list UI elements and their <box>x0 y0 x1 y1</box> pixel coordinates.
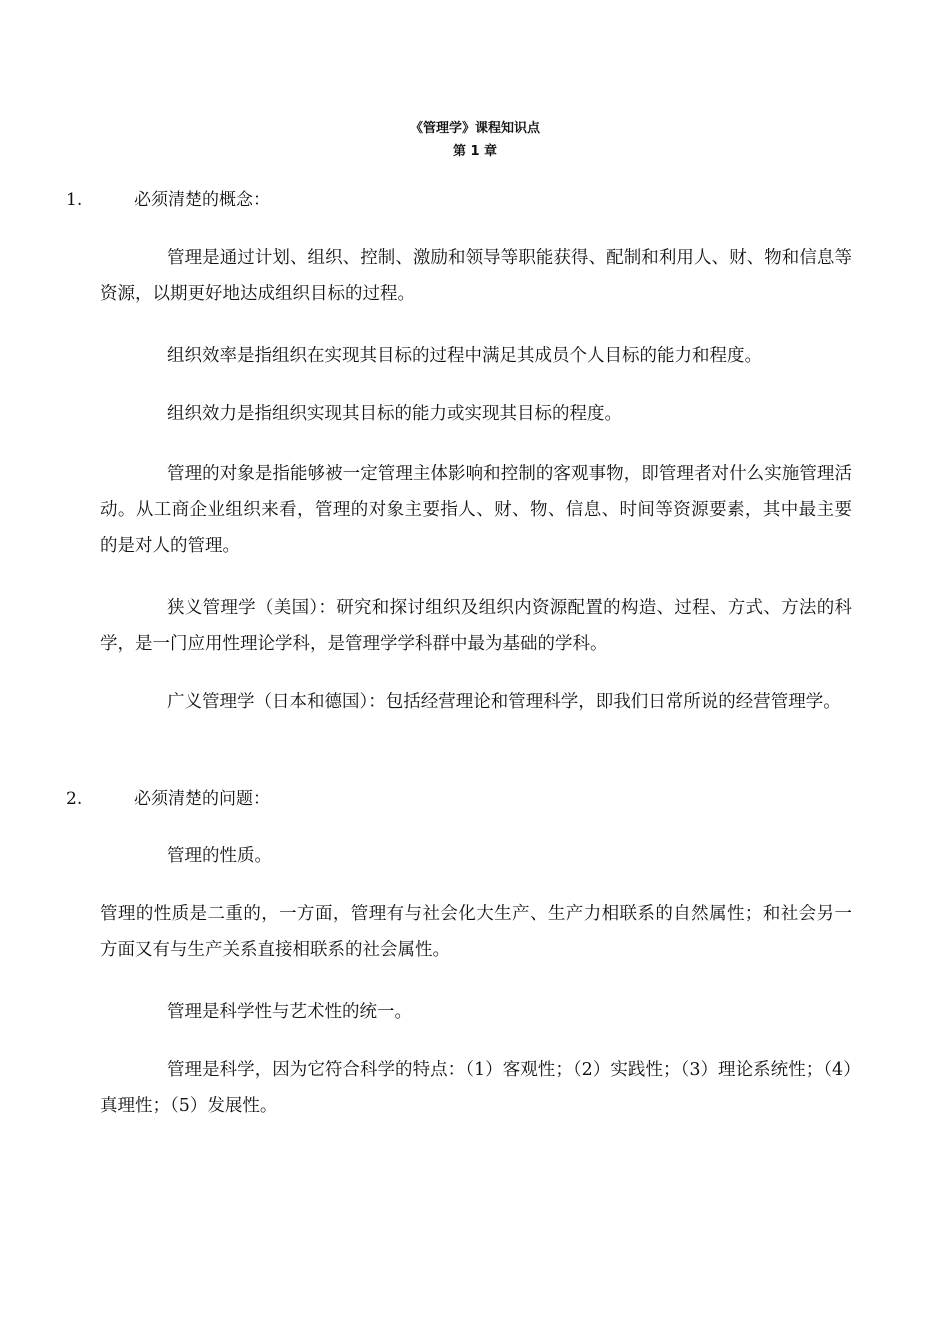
section-number: 2. <box>66 789 83 809</box>
paragraph-narrow-management: 狭义管理学（美国）：研究和探讨组织及组织内资源配置的构造、过程、方式、方法的科学，是一门应用性理论学科，是管理学学科群中最为基础的学科。 <box>100 598 852 654</box>
paragraph-management-object: 管理的对象是指能够被一定管理主体影响和控制的客观事物，即管理者对什么实施管理活动。从工商企业组织来看，管理的对象主要指人、财、物、信息、时间等资源要素，其中最主要的是对人的管理。 <box>100 464 852 556</box>
chapter-title: 第 1 章 <box>452 144 498 159</box>
paragraph-management-definition: 管理是通过计划、组织、控制、激励和领导等职能获得、配制和利用人、财、物和信息等资源，以期更好地达成组织目标的过程。 <box>100 248 852 304</box>
paragraph-dual-nature: 管理的性质是二重的，一方面，管理有与社会化大生产、生产力相联系的自然属性；和社会另一方面又有与生产关系直接相联系的社会属性。 <box>100 904 852 960</box>
paragraph-science-and-art: 管理是科学性与艺术性的统一。 <box>167 1002 412 1022</box>
section-number: 1. <box>66 190 83 210</box>
page-title: 《管理学》课程知识点 <box>409 121 540 136</box>
section-heading-text: 必须清楚的概念： <box>134 190 270 210</box>
paragraph-management-is-science: 管理是科学，因为它符合科学的特点：（1）客观性；（2）实践性；（3）理论系统性；（4）真理性；（5）发展性。 <box>100 1060 852 1116</box>
section-heading-2 <box>66 788 270 810</box>
paragraph-management-nature: 管理的性质。 <box>167 846 272 866</box>
paragraph-organizational-effectiveness: 组织效力是指组织实现其目标的能力或实现其目标的程度。 <box>167 404 622 424</box>
paragraph-organizational-efficiency: 组织效率是指组织在实现其目标的过程中满足其成员个人目标的能力和程度。 <box>167 346 762 366</box>
section-heading-1 <box>66 189 270 211</box>
section-heading-text: 必须清楚的问题： <box>134 789 270 809</box>
paragraph-broad-management: 广义管理学（日本和德国）：包括经营理论和管理科学，即我们日常所说的经营管理学。 <box>167 692 841 712</box>
